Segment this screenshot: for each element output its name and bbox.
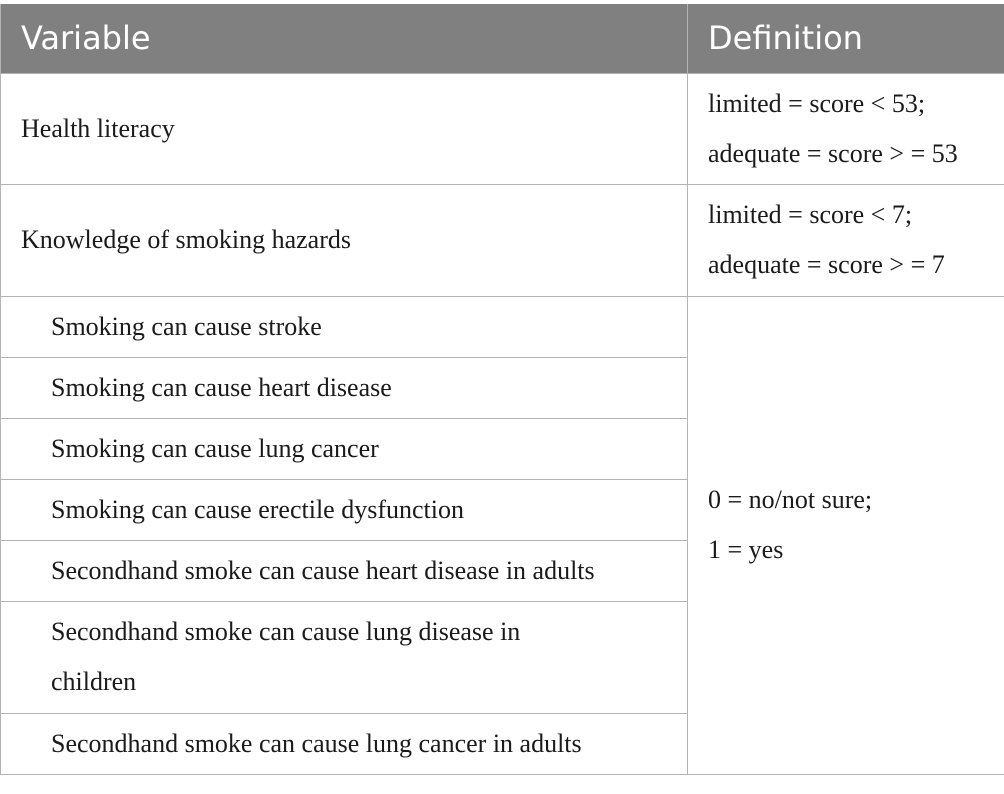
table-row [1, 296, 1004, 357]
variable-cell: Knowledge of smoking hazards [1, 184, 688, 296]
table-row [1, 184, 1004, 296]
variable-cell: Secondhand smoke can cause heart disease in adults [1, 540, 688, 601]
definition-line: limited = score < 53; [708, 88, 926, 118]
variable-cell: Secondhand smoke can cause lung cancer in adults [1, 713, 688, 774]
variable-cell [1, 601, 688, 713]
header-row [1, 4, 1004, 73]
definition-line: adequate = score > = 53 [708, 138, 958, 168]
variable-cell: Smoking can cause heart disease [1, 357, 688, 418]
variable-cell: Smoking can cause erectile dysfunction [1, 479, 688, 540]
variable-line: Secondhand smoke can cause lung disease in [51, 617, 521, 646]
definition-line: adequate = score > = 7 [708, 250, 945, 279]
variable-cell: Health literacy [1, 73, 688, 184]
header-definition: Definition [688, 4, 1004, 73]
variable-cell: Smoking can cause stroke [1, 296, 688, 357]
variable-cell: Smoking can cause lung cancer [1, 418, 688, 479]
variable-line: children [51, 667, 137, 696]
definition-line: limited = score < 7; [708, 200, 913, 229]
definition-cell [688, 73, 1004, 184]
definition-cell [688, 296, 1004, 774]
definition-line: 0 = no/not sure; [708, 485, 873, 514]
variable-definition-table [0, 4, 1004, 775]
table-row [1, 73, 1004, 184]
header-variable: Variable [1, 4, 688, 73]
definition-line: 1 = yes [708, 535, 784, 564]
definition-cell [688, 184, 1004, 296]
